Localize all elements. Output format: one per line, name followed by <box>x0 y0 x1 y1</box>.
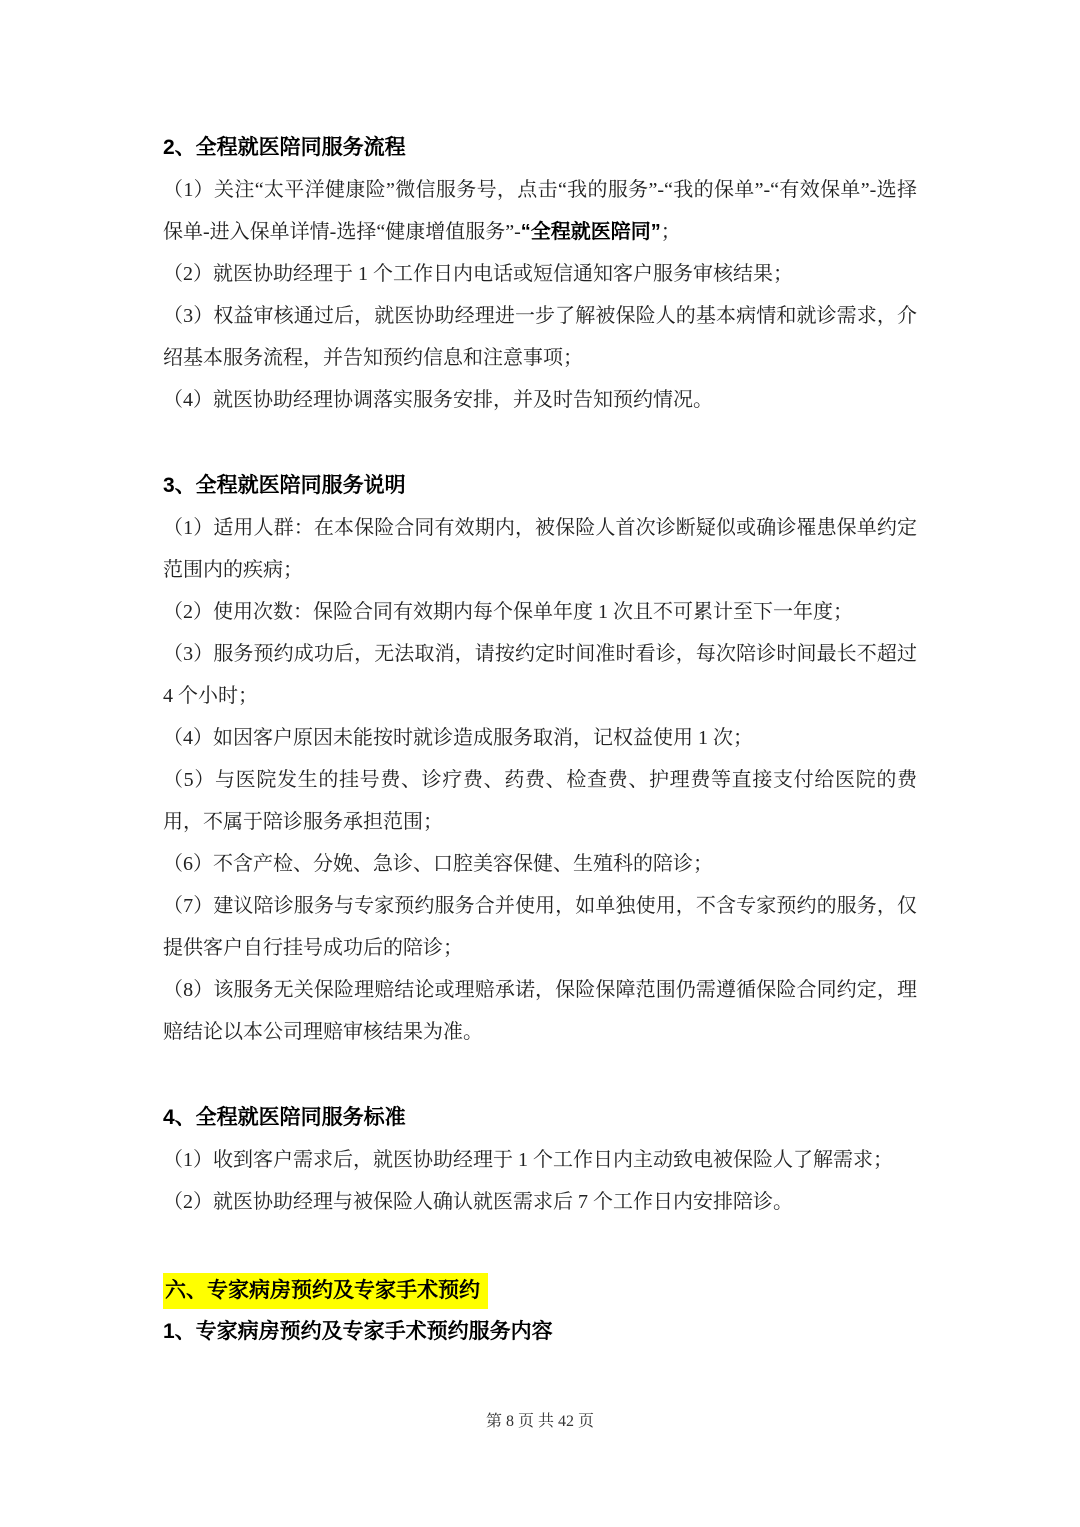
highlighted-heading-6-expert-booking: 六、专家病房预约及专家手术预约 <box>163 1273 488 1309</box>
document-content <box>163 127 917 1353</box>
paragraph-3-5: （5）与医院发生的挂号费、诊疗费、药费、检查费、护理费等直接支付给医院的费用，不属于陪诊服务承担范围； <box>163 769 917 833</box>
section-heading-4-service-standard: 4、全程就医陪同服务标准 <box>163 1106 406 1129</box>
paragraph-2-3: （3）权益审核通过后，就医协助经理进一步了解被保险人的基本病情和就诊需求，介绍基本服务流程，并告知预约信息和注意事项； <box>163 305 917 369</box>
paragraph-3-7: （7）建议陪诊服务与专家预约服务合并使用，如单独使用，不含专家预约的服务，仅提供客户自行挂号成功后的陪诊； <box>163 895 917 959</box>
section-heading-3-service-notes: 3、全程就医陪同服务说明 <box>163 474 406 497</box>
section-heading-1-expert-booking-content: 1、专家病房预约及专家手术预约服务内容 <box>163 1320 553 1343</box>
paragraph-3-3: （3）服务预约成功后，无法取消，请按约定时间准时看诊，每次陪诊时间最长不超过 4 个小时； <box>163 643 917 707</box>
paragraph-2-1-text: （1）关注“太平洋健康险”微信服务号，点击“我的服务”-“我的保单”-“有效保单”-选择保单-进入保单详情-选择“健康增值服务”- <box>163 179 917 243</box>
paragraph-2-1-tail: ； <box>660 221 681 243</box>
paragraph-2-1 <box>163 169 917 253</box>
paragraph-2-4: （4）就医协助经理协调落实服务安排，并及时告知预约情况。 <box>163 389 713 411</box>
paragraph-3-8: （8）该服务无关保险理赔结论或理赔承诺，保险保障范围仍需遵循保险合同约定，理赔结论以本公司理赔审核结果为准。 <box>163 979 917 1043</box>
paragraph-2-2: （2）就医协助经理于 1 个工作日内电话或短信通知客户服务审核结果； <box>163 263 793 285</box>
paragraph-2-1-bold-text: “全程就医陪同” <box>520 221 661 243</box>
section-heading-2-service-process: 2、全程就医陪同服务流程 <box>163 136 406 159</box>
highlighted-heading-row <box>163 1273 917 1311</box>
paragraph-4-2: （2）就医协助经理与被保险人确认就医需求后 7 个工作日内安排陪诊。 <box>163 1191 793 1213</box>
paragraph-4-1: （1）收到客户需求后，就医协助经理于 1 个工作日内主动致电被保险人了解需求； <box>163 1149 893 1171</box>
paragraph-3-1: （1）适用人群：在本保险合同有效期内，被保险人首次诊断疑似或确诊罹患保单约定范围内的疾病； <box>163 517 917 581</box>
page-number: 第 8 页 共 42 页 <box>485 1413 594 1430</box>
paragraph-3-4: （4）如因客户原因未能按时就诊造成服务取消，记权益使用 1 次； <box>163 727 753 749</box>
paragraph-3-6: （6）不含产检、分娩、急诊、口腔美容保健、生殖科的陪诊； <box>163 853 713 875</box>
paragraph-3-2: （2）使用次数：保险合同有效期内每个保单年度 1 次且不可累计至下一年度； <box>163 601 853 623</box>
